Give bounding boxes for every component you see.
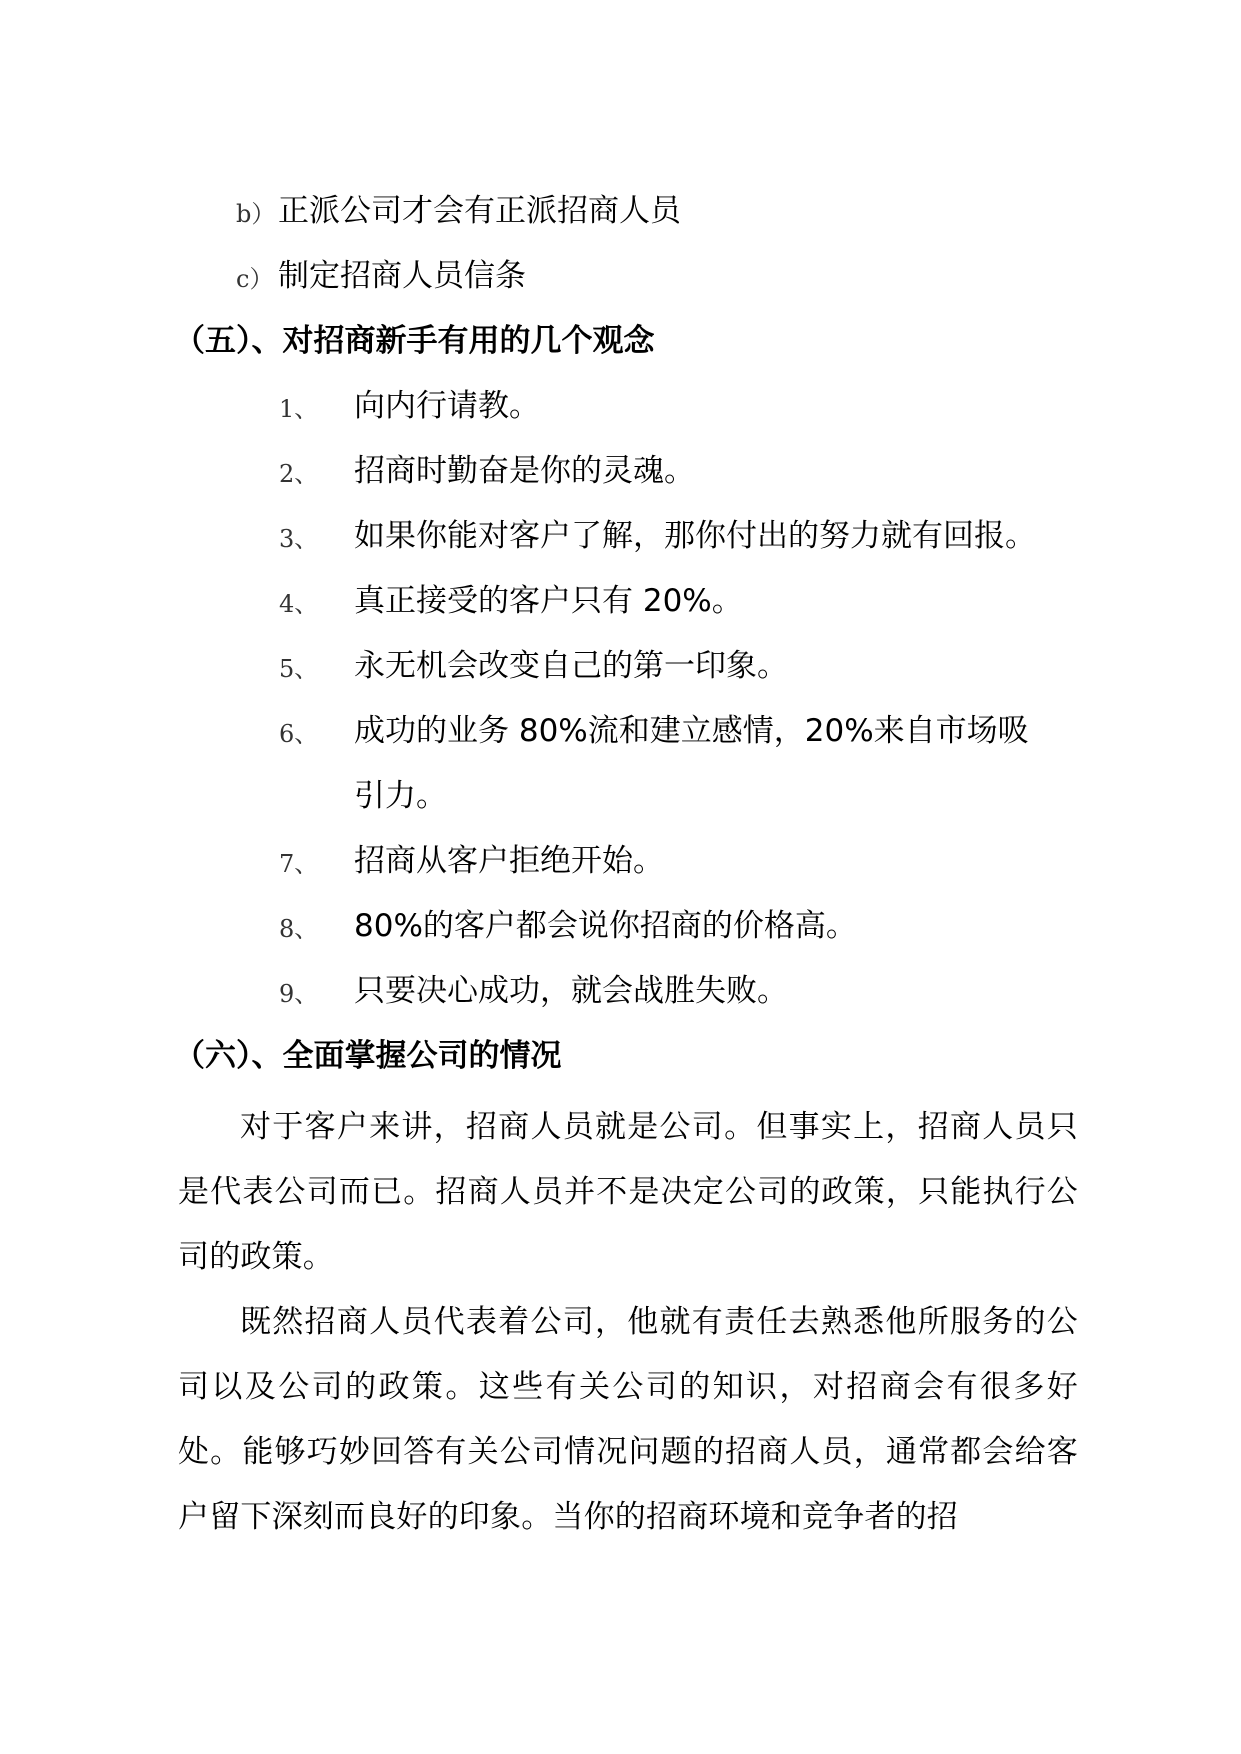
list-item-text: 真正接受的客户只有 20%。 bbox=[354, 583, 743, 619]
list-item-marker: 6、 bbox=[279, 720, 319, 748]
list-item-marker: 9、 bbox=[279, 980, 319, 1008]
list-item-text: 如果你能对客户了解，那你付出的努力就有回报。 bbox=[354, 518, 1036, 554]
sub-item-b-text: 正派公司才会有正派招商人员 bbox=[278, 193, 681, 229]
list-item-marker: 3、 bbox=[279, 525, 319, 553]
body-paragraph: 对于客户来讲，招商人员就是公司。但事实上，招商人员只是代表公司而已。招商人员并不是决定公司的政策，只能执行公司的政策。 bbox=[178, 1109, 1078, 1275]
list-item-marker: 2、 bbox=[279, 460, 319, 488]
section-6-heading: （六）、全面掌握公司的情况 bbox=[174, 1038, 562, 1074]
sub-item-c-text: 制定招商人员信条 bbox=[278, 258, 526, 294]
list-item-marker: 7、 bbox=[279, 850, 319, 878]
list-item-text: 80%的客户都会说你招商的价格高。 bbox=[354, 908, 857, 944]
list-item-marker: 4、 bbox=[279, 590, 319, 618]
list-item-text: 只要决心成功，就会战胜失败。 bbox=[354, 973, 788, 1009]
list-item-text: 成功的业务 80%流和建立感情，20%来自市场吸 bbox=[354, 713, 1029, 749]
list-item-marker: 5、 bbox=[279, 655, 319, 683]
list-item-text: 向内行请教。 bbox=[354, 388, 540, 424]
list-item-text: 招商从客户拒绝开始。 bbox=[354, 843, 664, 879]
list-item-continuation: 引力。 bbox=[354, 778, 447, 814]
sub-item-marker-c: c） bbox=[236, 265, 274, 293]
section-5-heading: （五）、对招商新手有用的几个观念 bbox=[174, 323, 655, 359]
list-item-text: 招商时勤奋是你的灵魂。 bbox=[354, 453, 695, 489]
body-paragraph: 既然招商人员代表着公司，他就有责任去熟悉他所服务的公司以及公司的政策。这些有关公司的知识，对招商会有很多好处。能够巧妙回答有关公司情况问题的招商人员，通常都会给客户留下深刻而良好的印象。当你的招商环境和竞争者的招 bbox=[178, 1304, 1078, 1535]
sub-item-marker-b: b） bbox=[236, 200, 276, 228]
list-item-text: 永无机会改变自己的第一印象。 bbox=[354, 648, 788, 684]
list-item-marker: 1、 bbox=[279, 395, 319, 423]
list-item-marker: 8、 bbox=[279, 915, 319, 943]
